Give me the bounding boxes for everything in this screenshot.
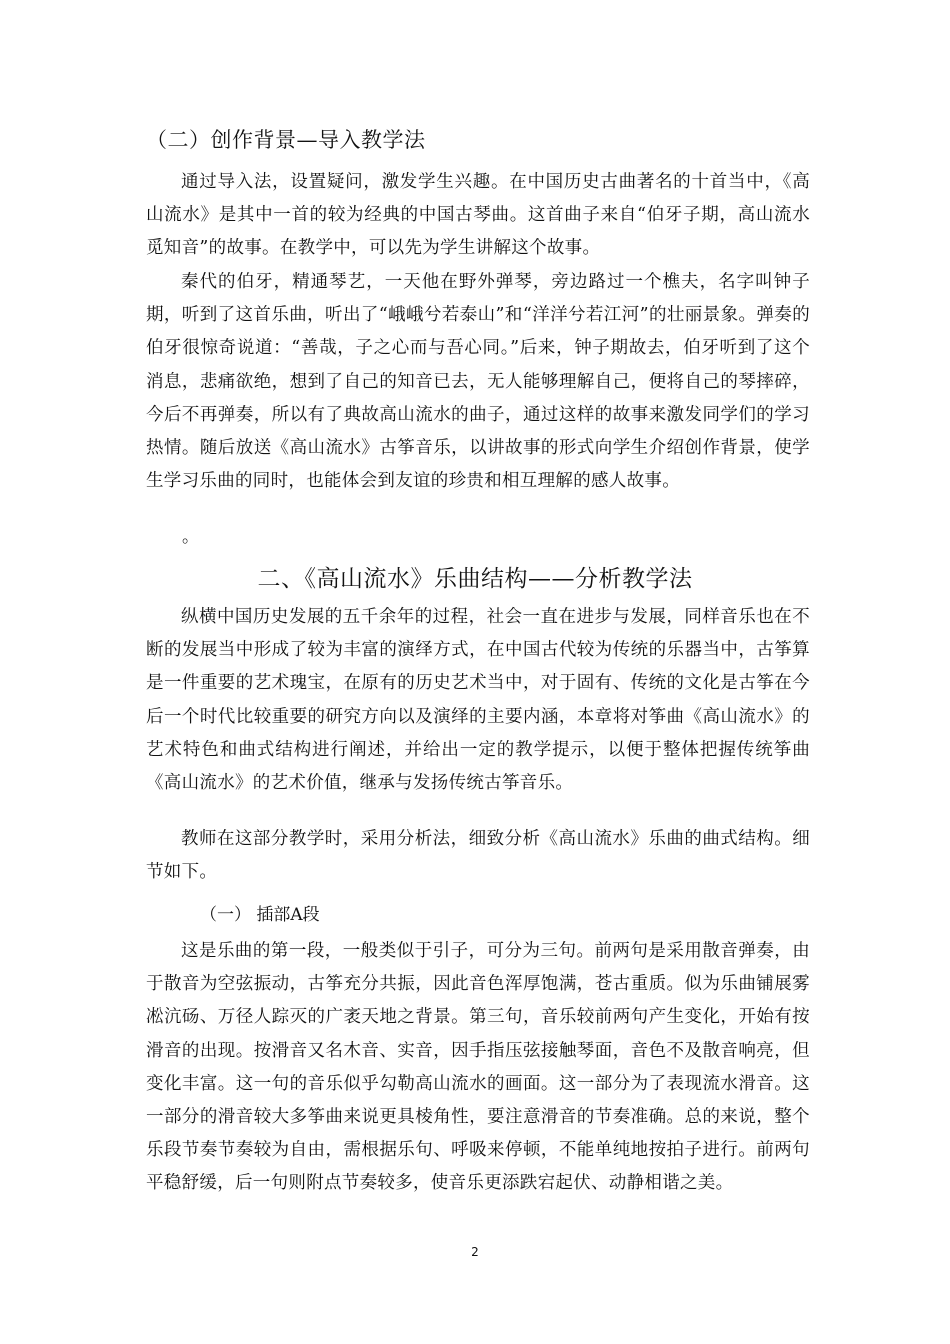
paragraph-story: 秦代的伯牙，精通琴艺，一天他在野外弹琴，旁边路过一个樵夫，名字叫钟子期，听到了这首乐曲，听出了“峨峨兮若泰山”和“洋洋兮若江河”的壮丽景象。弹奏的伯牙很惊奇说道：“善哉，子之心而与吾心同。”后来，钟子期故去，伯牙听到了这个消息，悲痛欲绝，想到了自己的知音已去，无人能够理解自己，便将自己的琴摔碎，今后不再弹奏，所以有了典故高山流水的曲子，通过这样的故事来激发同学们的学习热情。随后放送《高山流水》古筝音乐，以讲故事的形式向学生介绍创作背景，使学生学习乐曲的同时，也能体会到友谊的珍贵和相互理解的感人故事。	[146, 272, 810, 492]
paragraph-history: 纵横中国历史发展的五千余年的过程，社会一直在进步与发展，同样音乐也在不断的发展当中形成了较为丰富的演绎方式，在中国古代较为传统的乐器当中，古筝算是一件重要的艺术瑰宝，在原有的历史艺术当中，对于固有、传统的文化是古筝在今后一个时代比较重要的研究方向以及演绎的主要内涵，本章将对筝曲《高山流水》的艺术特色和曲式结构进行阐述，并给出一定的教学提示，以便于整体把握传统筝曲《高山流水》的艺术价值，继承与发扬传统古筝音乐。	[146, 607, 810, 794]
paragraph-part-a: 这是乐曲的第一段，一般类似于引子，可分为三句。前两句是采用散音弹奏，由于散音为空弦振动，古筝充分共振，因此音色浑厚饱满，苍古重质。似为乐曲铺展雾凇沆砀、万径人踪灭的广袤天地之背景。第三句，音乐较前两句产生变化，开始有按滑音的出现。按滑音又名木音、实音，因手指压弦接触琴面，音色不及散音响亮，但变化丰富。这一句的音乐似乎勾勒高山流水的画面。这一部分为了表现流水滑音。这一部分的滑音较大多筝曲来说更具棱角性，要注意滑音的节奏准确。总的来说，整个乐段节奏节奏较为自由，需根据乐句、呼吸来停顿，不能单纯地按拍子进行。前两句平稳舒缓，后一句则附点节奏较多，使音乐更添跌宕起伏、动静相谐之美。	[146, 941, 810, 1194]
subsection-heading-part-a: （一） 插部A段	[200, 905, 320, 925]
paragraph-teaching-method: 教师在这部分教学时，采用分析法，细致分析《高山流水》乐曲的曲式结构。细节如下。	[146, 829, 810, 883]
chapter-heading-structure: 二、《高山流水》乐曲结构——分析教学法	[257, 566, 693, 592]
page-number: 2	[471, 1245, 479, 1259]
paragraph-intro: 通过导入法，设置疑问，激发学生兴趣。在中国历史古曲著名的十首当中，《高山流水》是其中一首的较为经典的中国古琴曲。这首曲子来自“伯牙子期，高山流水觅知音”的故事。在教学中，可以先为学生讲解这个故事。	[146, 172, 810, 259]
section-heading-creation-background: （二）创作背景—导入教学法	[146, 128, 426, 152]
trailing-punctuation: 。	[182, 527, 199, 547]
